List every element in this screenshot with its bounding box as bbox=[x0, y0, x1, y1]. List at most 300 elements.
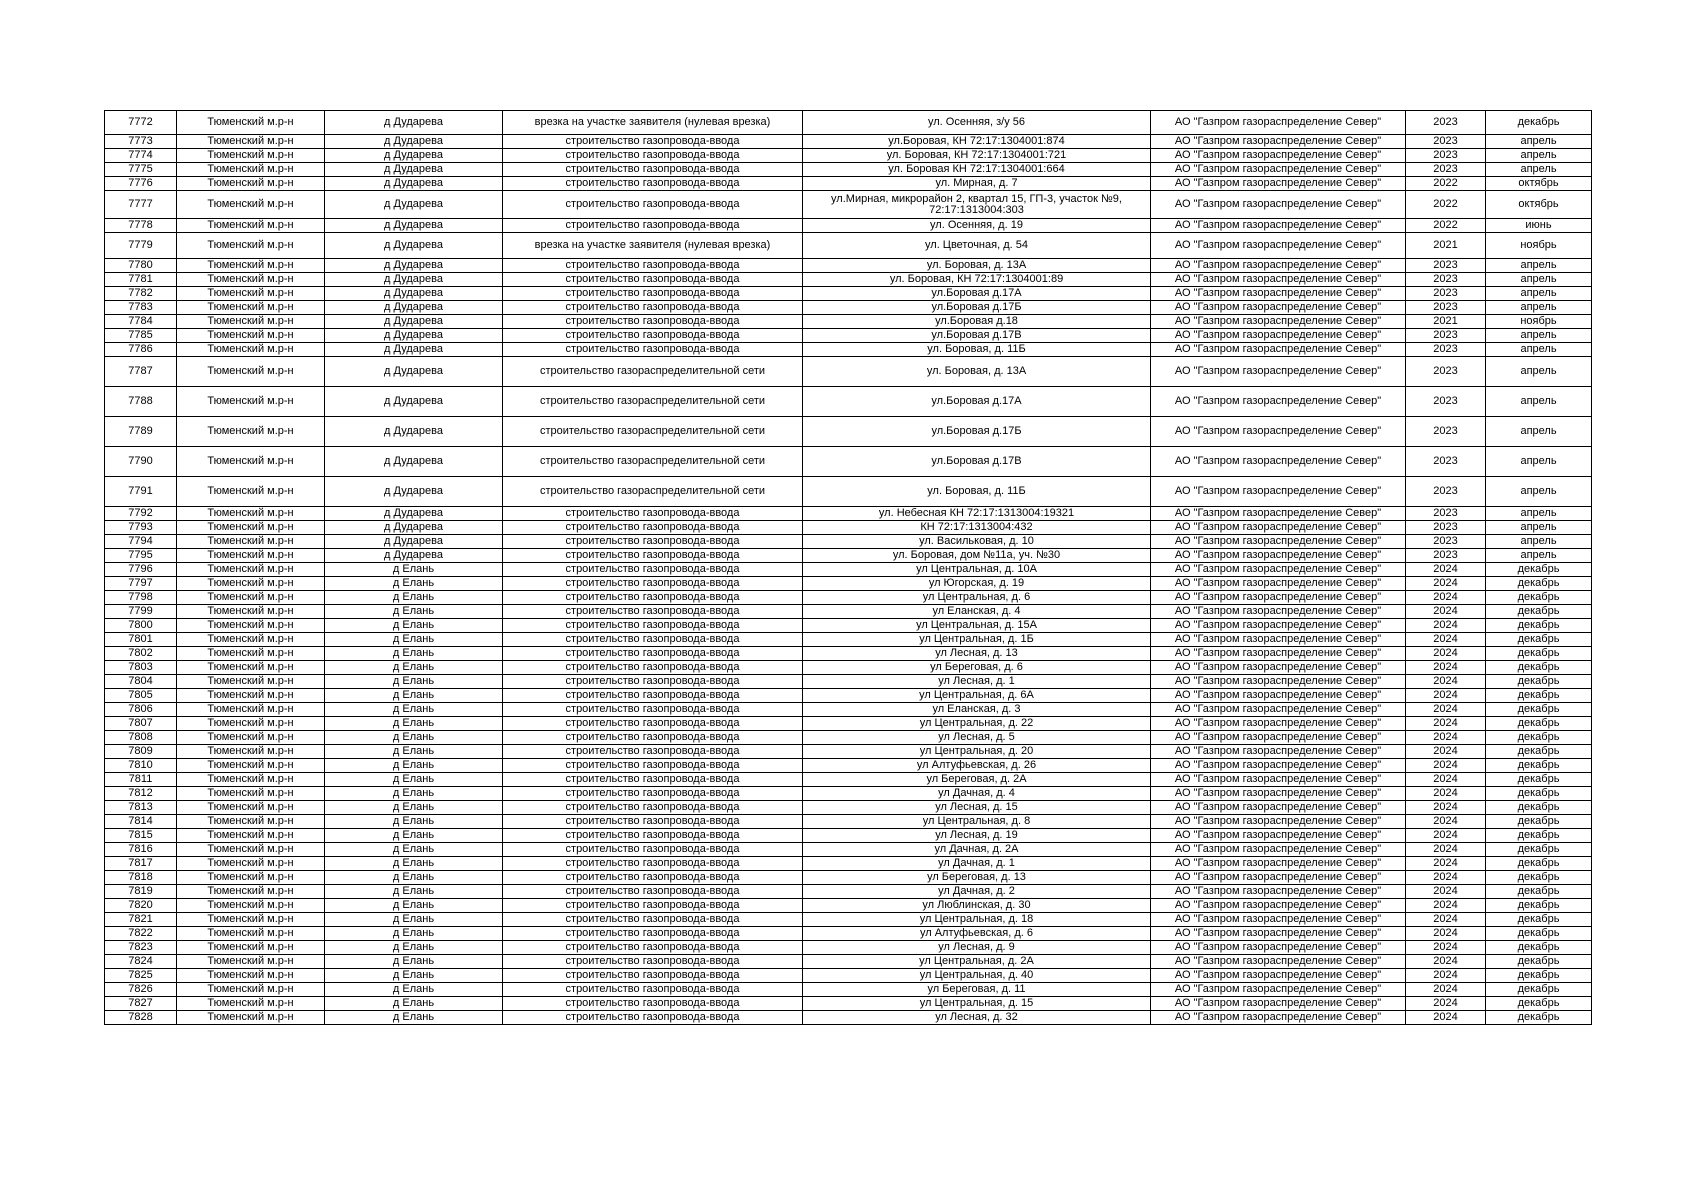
cell-contractor: АО "Газпром газораспределение Север" bbox=[1151, 871, 1406, 885]
cell-month: декабрь bbox=[1486, 829, 1592, 843]
cell-year: 2024 bbox=[1406, 801, 1486, 815]
cell-month: апрель bbox=[1486, 149, 1592, 163]
table-row bbox=[105, 759, 1592, 773]
cell-address: ул Еланская, д. 4 bbox=[803, 605, 1151, 619]
cell-locality: д Елань bbox=[325, 941, 503, 955]
cell-locality: д Дударева bbox=[325, 477, 503, 507]
cell-row-number: 7786 bbox=[105, 343, 177, 357]
cell-month: декабрь bbox=[1486, 577, 1592, 591]
cell-locality: д Елань bbox=[325, 675, 503, 689]
cell-year: 2024 bbox=[1406, 941, 1486, 955]
cell-row-number: 7814 bbox=[105, 815, 177, 829]
cell-contractor: АО "Газпром газораспределение Север" bbox=[1151, 829, 1406, 843]
cell-row-number: 7780 bbox=[105, 259, 177, 273]
cell-year: 2024 bbox=[1406, 605, 1486, 619]
cell-month: декабрь bbox=[1486, 1011, 1592, 1025]
cell-month: декабрь bbox=[1486, 605, 1592, 619]
cell-contractor: АО "Газпром газораспределение Север" bbox=[1151, 605, 1406, 619]
cell-year: 2024 bbox=[1406, 997, 1486, 1011]
cell-locality: д Елань bbox=[325, 731, 503, 745]
cell-work-type: строительство газопровода-ввода bbox=[503, 507, 803, 521]
table-row bbox=[105, 521, 1592, 535]
cell-row-number: 7791 bbox=[105, 477, 177, 507]
table-row bbox=[105, 941, 1592, 955]
cell-year: 2023 bbox=[1406, 343, 1486, 357]
cell-year: 2024 bbox=[1406, 871, 1486, 885]
cell-address: ул Береговая, д. 6 bbox=[803, 661, 1151, 675]
table-row bbox=[105, 997, 1592, 1011]
table-row bbox=[105, 773, 1592, 787]
cell-row-number: 7797 bbox=[105, 577, 177, 591]
cell-contractor: АО "Газпром газораспределение Север" bbox=[1151, 343, 1406, 357]
cell-locality: д Дударева bbox=[325, 329, 503, 343]
cell-row-number: 7787 bbox=[105, 357, 177, 387]
cell-contractor: АО "Газпром газораспределение Север" bbox=[1151, 913, 1406, 927]
table-row bbox=[105, 111, 1592, 135]
cell-month: апрель bbox=[1486, 163, 1592, 177]
cell-row-number: 7802 bbox=[105, 647, 177, 661]
cell-locality: д Елань bbox=[325, 927, 503, 941]
cell-address: ул.Боровая, КН 72:17:1304001:874 bbox=[803, 135, 1151, 149]
cell-month: декабрь bbox=[1486, 647, 1592, 661]
cell-locality: д Елань bbox=[325, 661, 503, 675]
cell-locality: д Елань bbox=[325, 577, 503, 591]
cell-district: Тюменский м.р-н bbox=[177, 619, 325, 633]
cell-address: ул Центральная, д. 10А bbox=[803, 563, 1151, 577]
cell-address: ул Алтуфьевская, д. 26 bbox=[803, 759, 1151, 773]
cell-district: Тюменский м.р-н bbox=[177, 219, 325, 233]
cell-month: апрель bbox=[1486, 357, 1592, 387]
table-row bbox=[105, 343, 1592, 357]
cell-contractor: АО "Газпром газораспределение Север" bbox=[1151, 843, 1406, 857]
cell-contractor: АО "Газпром газораспределение Север" bbox=[1151, 273, 1406, 287]
cell-year: 2024 bbox=[1406, 577, 1486, 591]
cell-month: апрель bbox=[1486, 477, 1592, 507]
cell-district: Тюменский м.р-н bbox=[177, 661, 325, 675]
cell-year: 2024 bbox=[1406, 857, 1486, 871]
cell-district: Тюменский м.р-н bbox=[177, 1011, 325, 1025]
cell-locality: д Дударева bbox=[325, 233, 503, 259]
cell-work-type: строительство газопровода-ввода bbox=[503, 871, 803, 885]
cell-year: 2023 bbox=[1406, 163, 1486, 177]
cell-address: ул Центральная, д. 1Б bbox=[803, 633, 1151, 647]
cell-year: 2024 bbox=[1406, 731, 1486, 745]
cell-row-number: 7796 bbox=[105, 563, 177, 577]
table-row bbox=[105, 815, 1592, 829]
cell-address: ул.Боровая д.17В bbox=[803, 447, 1151, 477]
cell-district: Тюменский м.р-н bbox=[177, 927, 325, 941]
cell-locality: д Елань bbox=[325, 591, 503, 605]
table-row bbox=[105, 563, 1592, 577]
cell-month: декабрь bbox=[1486, 675, 1592, 689]
cell-district: Тюменский м.р-н bbox=[177, 633, 325, 647]
table-row bbox=[105, 703, 1592, 717]
table-row bbox=[105, 857, 1592, 871]
cell-row-number: 7776 bbox=[105, 177, 177, 191]
cell-row-number: 7774 bbox=[105, 149, 177, 163]
table-row bbox=[105, 447, 1592, 477]
cell-locality: д Дударева bbox=[325, 219, 503, 233]
cell-row-number: 7800 bbox=[105, 619, 177, 633]
cell-work-type: врезка на участке заявителя (нулевая врезка) bbox=[503, 111, 803, 135]
cell-contractor: АО "Газпром газораспределение Север" bbox=[1151, 417, 1406, 447]
cell-contractor: АО "Газпром газораспределение Север" bbox=[1151, 857, 1406, 871]
cell-month: апрель bbox=[1486, 507, 1592, 521]
table-row bbox=[105, 969, 1592, 983]
cell-month: декабрь bbox=[1486, 759, 1592, 773]
cell-address: ул Люблинская, д. 30 bbox=[803, 899, 1151, 913]
cell-year: 2023 bbox=[1406, 273, 1486, 287]
cell-work-type: строительство газопровода-ввода bbox=[503, 163, 803, 177]
cell-work-type: строительство газопровода-ввода bbox=[503, 703, 803, 717]
cell-work-type: строительство газопровода-ввода bbox=[503, 521, 803, 535]
cell-year: 2021 bbox=[1406, 315, 1486, 329]
cell-locality: д Дударева bbox=[325, 191, 503, 219]
cell-year: 2024 bbox=[1406, 675, 1486, 689]
cell-month: июнь bbox=[1486, 219, 1592, 233]
cell-year: 2023 bbox=[1406, 417, 1486, 447]
cell-month: декабрь bbox=[1486, 997, 1592, 1011]
cell-contractor: АО "Газпром газораспределение Север" bbox=[1151, 647, 1406, 661]
cell-contractor: АО "Газпром газораспределение Север" bbox=[1151, 477, 1406, 507]
cell-district: Тюменский м.р-н bbox=[177, 191, 325, 219]
cell-district: Тюменский м.р-н bbox=[177, 447, 325, 477]
cell-year: 2023 bbox=[1406, 477, 1486, 507]
cell-locality: д Дударева bbox=[325, 549, 503, 563]
cell-work-type: строительство газопровода-ввода bbox=[503, 773, 803, 787]
cell-district: Тюменский м.р-н bbox=[177, 731, 325, 745]
cell-district: Тюменский м.р-н bbox=[177, 343, 325, 357]
cell-contractor: АО "Газпром газораспределение Север" bbox=[1151, 759, 1406, 773]
cell-district: Тюменский м.р-н bbox=[177, 745, 325, 759]
cell-district: Тюменский м.р-н bbox=[177, 163, 325, 177]
cell-locality: д Елань bbox=[325, 801, 503, 815]
cell-address: ул.Боровая д.17Б bbox=[803, 417, 1151, 447]
cell-district: Тюменский м.р-н bbox=[177, 417, 325, 447]
cell-work-type: строительство газопровода-ввода bbox=[503, 661, 803, 675]
cell-contractor: АО "Газпром газораспределение Север" bbox=[1151, 135, 1406, 149]
cell-contractor: АО "Газпром газораспределение Север" bbox=[1151, 689, 1406, 703]
cell-address: ул. Мирная, д. 7 bbox=[803, 177, 1151, 191]
cell-row-number: 7824 bbox=[105, 955, 177, 969]
cell-locality: д Дударева bbox=[325, 135, 503, 149]
cell-work-type: строительство газораспределительной сети bbox=[503, 417, 803, 447]
cell-row-number: 7809 bbox=[105, 745, 177, 759]
cell-contractor: АО "Газпром газораспределение Север" bbox=[1151, 233, 1406, 259]
cell-locality: д Елань bbox=[325, 997, 503, 1011]
cell-contractor: АО "Газпром газораспределение Север" bbox=[1151, 619, 1406, 633]
table-row bbox=[105, 135, 1592, 149]
cell-contractor: АО "Газпром газораспределение Север" bbox=[1151, 329, 1406, 343]
cell-row-number: 7815 bbox=[105, 829, 177, 843]
cell-year: 2024 bbox=[1406, 745, 1486, 759]
table-row bbox=[105, 315, 1592, 329]
cell-locality: д Елань bbox=[325, 633, 503, 647]
cell-locality: д Елань bbox=[325, 689, 503, 703]
cell-address: ул Центральная, д. 18 bbox=[803, 913, 1151, 927]
cell-month: апрель bbox=[1486, 273, 1592, 287]
cell-address: ул Центральная, д. 22 bbox=[803, 717, 1151, 731]
cell-locality: д Елань bbox=[325, 563, 503, 577]
cell-year: 2023 bbox=[1406, 149, 1486, 163]
cell-work-type: строительство газопровода-ввода bbox=[503, 815, 803, 829]
table-row bbox=[105, 477, 1592, 507]
table-row bbox=[105, 675, 1592, 689]
cell-address: ул Лесная, д. 5 bbox=[803, 731, 1151, 745]
cell-year: 2023 bbox=[1406, 357, 1486, 387]
cell-contractor: АО "Газпром газораспределение Север" bbox=[1151, 259, 1406, 273]
cell-month: декабрь bbox=[1486, 843, 1592, 857]
cell-work-type: строительство газопровода-ввода bbox=[503, 941, 803, 955]
cell-work-type: строительство газопровода-ввода bbox=[503, 829, 803, 843]
cell-month: декабрь bbox=[1486, 871, 1592, 885]
cell-work-type: строительство газораспределительной сети bbox=[503, 477, 803, 507]
cell-work-type: строительство газопровода-ввода bbox=[503, 731, 803, 745]
cell-year: 2023 bbox=[1406, 549, 1486, 563]
cell-contractor: АО "Газпром газораспределение Север" bbox=[1151, 549, 1406, 563]
cell-year: 2024 bbox=[1406, 913, 1486, 927]
cell-district: Тюменский м.р-н bbox=[177, 357, 325, 387]
table-row bbox=[105, 549, 1592, 563]
cell-contractor: АО "Газпром газораспределение Север" bbox=[1151, 633, 1406, 647]
cell-row-number: 7801 bbox=[105, 633, 177, 647]
cell-month: декабрь bbox=[1486, 927, 1592, 941]
cell-month: апрель bbox=[1486, 535, 1592, 549]
cell-month: апрель bbox=[1486, 135, 1592, 149]
cell-year: 2022 bbox=[1406, 177, 1486, 191]
cell-year: 2023 bbox=[1406, 535, 1486, 549]
cell-locality: д Елань bbox=[325, 1011, 503, 1025]
cell-district: Тюменский м.р-н bbox=[177, 815, 325, 829]
cell-contractor: АО "Газпром газораспределение Север" bbox=[1151, 745, 1406, 759]
table-row bbox=[105, 287, 1592, 301]
cell-month: декабрь bbox=[1486, 689, 1592, 703]
cell-contractor: АО "Газпром газораспределение Север" bbox=[1151, 357, 1406, 387]
cell-district: Тюменский м.р-н bbox=[177, 689, 325, 703]
cell-locality: д Дударева bbox=[325, 163, 503, 177]
cell-contractor: АО "Газпром газораспределение Север" bbox=[1151, 315, 1406, 329]
cell-year: 2023 bbox=[1406, 301, 1486, 315]
cell-year: 2023 bbox=[1406, 447, 1486, 477]
cell-month: апрель bbox=[1486, 259, 1592, 273]
cell-district: Тюменский м.р-н bbox=[177, 675, 325, 689]
cell-row-number: 7819 bbox=[105, 885, 177, 899]
cell-work-type: строительство газопровода-ввода bbox=[503, 899, 803, 913]
cell-year: 2023 bbox=[1406, 521, 1486, 535]
cell-year: 2022 bbox=[1406, 219, 1486, 233]
table-row bbox=[105, 661, 1592, 675]
table-row bbox=[105, 259, 1592, 273]
cell-month: апрель bbox=[1486, 387, 1592, 417]
cell-year: 2024 bbox=[1406, 815, 1486, 829]
cell-locality: д Елань bbox=[325, 969, 503, 983]
cell-district: Тюменский м.р-н bbox=[177, 549, 325, 563]
cell-month: декабрь bbox=[1486, 111, 1592, 135]
table-row bbox=[105, 591, 1592, 605]
cell-locality: д Елань bbox=[325, 759, 503, 773]
cell-year: 2023 bbox=[1406, 387, 1486, 417]
cell-work-type: строительство газопровода-ввода bbox=[503, 549, 803, 563]
cell-locality: д Дударева bbox=[325, 177, 503, 191]
cell-district: Тюменский м.р-н bbox=[177, 329, 325, 343]
cell-district: Тюменский м.р-н bbox=[177, 885, 325, 899]
table-row bbox=[105, 647, 1592, 661]
cell-row-number: 7813 bbox=[105, 801, 177, 815]
cell-contractor: АО "Газпром газораспределение Север" bbox=[1151, 521, 1406, 535]
cell-month: декабрь bbox=[1486, 773, 1592, 787]
cell-contractor: АО "Газпром газораспределение Север" bbox=[1151, 563, 1406, 577]
cell-address: ул Береговая, д. 13 bbox=[803, 871, 1151, 885]
cell-year: 2024 bbox=[1406, 969, 1486, 983]
cell-address: ул Дачная, д. 2 bbox=[803, 885, 1151, 899]
table-row bbox=[105, 913, 1592, 927]
cell-month: декабрь bbox=[1486, 563, 1592, 577]
cell-locality: д Дударева bbox=[325, 507, 503, 521]
cell-district: Тюменский м.р-н bbox=[177, 135, 325, 149]
cell-district: Тюменский м.р-н bbox=[177, 535, 325, 549]
cell-month: апрель bbox=[1486, 447, 1592, 477]
cell-month: декабрь bbox=[1486, 801, 1592, 815]
cell-work-type: строительство газопровода-ввода bbox=[503, 177, 803, 191]
cell-month: апрель bbox=[1486, 329, 1592, 343]
cell-row-number: 7773 bbox=[105, 135, 177, 149]
cell-contractor: АО "Газпром газораспределение Север" bbox=[1151, 149, 1406, 163]
cell-row-number: 7827 bbox=[105, 997, 177, 1011]
table-row bbox=[105, 329, 1592, 343]
cell-address: ул. Боровая КН 72:17:1304001:664 bbox=[803, 163, 1151, 177]
cell-locality: д Елань bbox=[325, 955, 503, 969]
cell-row-number: 7785 bbox=[105, 329, 177, 343]
cell-row-number: 7810 bbox=[105, 759, 177, 773]
cell-work-type: строительство газопровода-ввода bbox=[503, 343, 803, 357]
cell-work-type: врезка на участке заявителя (нулевая врезка) bbox=[503, 233, 803, 259]
cell-row-number: 7799 bbox=[105, 605, 177, 619]
cell-row-number: 7779 bbox=[105, 233, 177, 259]
cell-district: Тюменский м.р-н bbox=[177, 955, 325, 969]
cell-address: ул Центральная, д. 6 bbox=[803, 591, 1151, 605]
cell-row-number: 7793 bbox=[105, 521, 177, 535]
cell-contractor: АО "Газпром газораспределение Север" bbox=[1151, 577, 1406, 591]
cell-locality: д Дударева bbox=[325, 447, 503, 477]
cell-work-type: строительство газопровода-ввода bbox=[503, 857, 803, 871]
table-row bbox=[105, 191, 1592, 219]
cell-year: 2021 bbox=[1406, 233, 1486, 259]
cell-district: Тюменский м.р-н bbox=[177, 829, 325, 843]
cell-year: 2024 bbox=[1406, 703, 1486, 717]
cell-locality: д Елань bbox=[325, 605, 503, 619]
cell-contractor: АО "Газпром газораспределение Север" bbox=[1151, 219, 1406, 233]
table-row bbox=[105, 689, 1592, 703]
cell-contractor: АО "Газпром газораспределение Север" bbox=[1151, 997, 1406, 1011]
table-row bbox=[105, 885, 1592, 899]
cell-work-type: строительство газопровода-ввода bbox=[503, 927, 803, 941]
cell-contractor: АО "Газпром газораспределение Север" bbox=[1151, 703, 1406, 717]
cell-month: декабрь bbox=[1486, 717, 1592, 731]
cell-year: 2023 bbox=[1406, 111, 1486, 135]
cell-address: ул. Боровая, д. 11Б bbox=[803, 343, 1151, 357]
cell-work-type: строительство газопровода-ввода bbox=[503, 191, 803, 219]
cell-row-number: 7804 bbox=[105, 675, 177, 689]
cell-contractor: АО "Газпром газораспределение Север" bbox=[1151, 955, 1406, 969]
cell-address: ул.Боровая д.17Б bbox=[803, 301, 1151, 315]
cell-year: 2024 bbox=[1406, 591, 1486, 605]
cell-work-type: строительство газопровода-ввода bbox=[503, 647, 803, 661]
cell-work-type: строительство газопровода-ввода bbox=[503, 689, 803, 703]
cell-district: Тюменский м.р-н bbox=[177, 149, 325, 163]
table-row bbox=[105, 535, 1592, 549]
cell-address: КН 72:17:1313004:432 bbox=[803, 521, 1151, 535]
cell-contractor: АО "Газпром газораспределение Север" bbox=[1151, 731, 1406, 745]
cell-locality: д Дударева bbox=[325, 535, 503, 549]
cell-contractor: АО "Газпром газораспределение Север" bbox=[1151, 447, 1406, 477]
table-row bbox=[105, 787, 1592, 801]
table-row bbox=[105, 899, 1592, 913]
cell-locality: д Елань bbox=[325, 829, 503, 843]
cell-row-number: 7778 bbox=[105, 219, 177, 233]
cell-locality: д Дударева bbox=[325, 315, 503, 329]
cell-district: Тюменский м.р-н bbox=[177, 913, 325, 927]
cell-address: ул. Осенняя, д. 19 bbox=[803, 219, 1151, 233]
table-row bbox=[105, 1011, 1592, 1025]
cell-row-number: 7825 bbox=[105, 969, 177, 983]
table-row bbox=[105, 417, 1592, 447]
cell-district: Тюменский м.р-н bbox=[177, 843, 325, 857]
cell-row-number: 7798 bbox=[105, 591, 177, 605]
cell-row-number: 7821 bbox=[105, 913, 177, 927]
cell-month: декабрь bbox=[1486, 731, 1592, 745]
cell-work-type: строительство газопровода-ввода bbox=[503, 717, 803, 731]
cell-year: 2024 bbox=[1406, 661, 1486, 675]
cell-district: Тюменский м.р-н bbox=[177, 315, 325, 329]
cell-work-type: строительство газопровода-ввода bbox=[503, 843, 803, 857]
cell-address: ул Центральная, д. 2А bbox=[803, 955, 1151, 969]
cell-year: 2024 bbox=[1406, 689, 1486, 703]
cell-month: апрель bbox=[1486, 343, 1592, 357]
cell-address: ул.Боровая д.18 bbox=[803, 315, 1151, 329]
cell-district: Тюменский м.р-н bbox=[177, 301, 325, 315]
cell-address: ул Береговая, д. 11 bbox=[803, 983, 1151, 997]
cell-district: Тюменский м.р-н bbox=[177, 387, 325, 417]
cell-work-type: строительство газопровода-ввода bbox=[503, 259, 803, 273]
cell-address: ул Береговая, д. 2А bbox=[803, 773, 1151, 787]
cell-contractor: АО "Газпром газораспределение Север" bbox=[1151, 815, 1406, 829]
cell-contractor: АО "Газпром газораспределение Север" bbox=[1151, 885, 1406, 899]
cell-row-number: 7817 bbox=[105, 857, 177, 871]
cell-work-type: строительство газопровода-ввода bbox=[503, 149, 803, 163]
cell-row-number: 7795 bbox=[105, 549, 177, 563]
cell-month: апрель bbox=[1486, 301, 1592, 315]
cell-address: ул Алтуфьевская, д. 6 bbox=[803, 927, 1151, 941]
cell-year: 2024 bbox=[1406, 829, 1486, 843]
table-row bbox=[105, 273, 1592, 287]
cell-row-number: 7823 bbox=[105, 941, 177, 955]
cell-address: ул Лесная, д. 1 bbox=[803, 675, 1151, 689]
cell-row-number: 7826 bbox=[105, 983, 177, 997]
cell-row-number: 7777 bbox=[105, 191, 177, 219]
cell-locality: д Елань bbox=[325, 885, 503, 899]
table-row bbox=[105, 633, 1592, 647]
cell-row-number: 7822 bbox=[105, 927, 177, 941]
cell-district: Тюменский м.р-н bbox=[177, 563, 325, 577]
table-row bbox=[105, 149, 1592, 163]
work-schedule-table bbox=[104, 110, 1592, 1025]
cell-year: 2022 bbox=[1406, 191, 1486, 219]
cell-contractor: АО "Газпром газораспределение Север" bbox=[1151, 591, 1406, 605]
cell-address: ул. Васильковая, д. 10 bbox=[803, 535, 1151, 549]
cell-locality: д Елань bbox=[325, 773, 503, 787]
cell-month: декабрь bbox=[1486, 857, 1592, 871]
cell-year: 2023 bbox=[1406, 329, 1486, 343]
